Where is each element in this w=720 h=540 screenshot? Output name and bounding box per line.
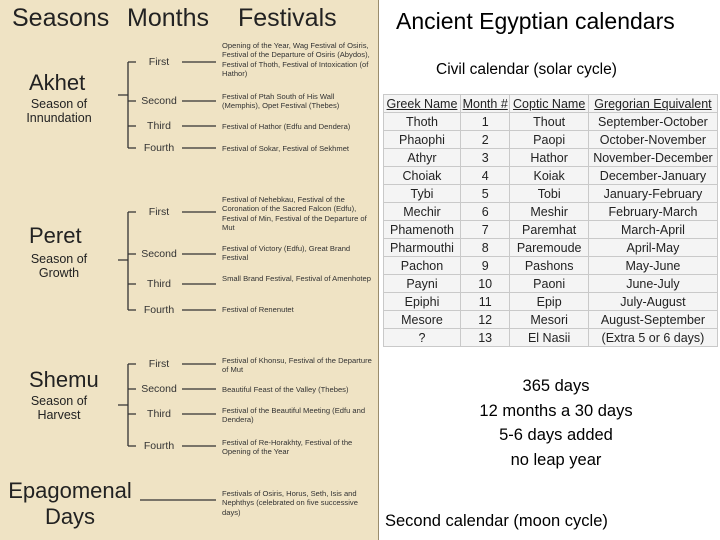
fact-line: 12 months a 30 days (479, 401, 633, 420)
calendar-facts (440, 374, 672, 472)
month-peret-1: First (148, 206, 170, 218)
table-cell: Epip (510, 293, 588, 311)
table-cell: Koiak (510, 167, 588, 185)
table-cell: June-July (588, 275, 717, 293)
table-cell: Paremoude (510, 239, 588, 257)
table-cell: 7 (460, 221, 509, 239)
month-shemu-1: First (148, 358, 170, 370)
col-gregorian-equivalent: Gregorian Equivalent (588, 95, 717, 113)
festival-shemu-3: Festival of the Beautiful Meeting (Edfu and Dendera) (222, 406, 366, 425)
month-peret-4: Fourth (143, 304, 175, 316)
season-sub-peret: Season of Growth (30, 252, 88, 280)
fact-line: no leap year (510, 450, 602, 469)
table-cell: Payni (384, 275, 461, 293)
table-cell: Athyr (384, 149, 461, 167)
festival-peret-3: Small Brand Festival, Festival of Amenhotep (222, 274, 371, 283)
table-cell: 13 (460, 329, 509, 347)
epagomenal-days-label: Epagomenal Days (8, 478, 132, 529)
civil-calendar-subtitle: Civil calendar (solar cycle) (436, 61, 617, 78)
table-cell: 4 (460, 167, 509, 185)
festival-peret-2: Festival of Victory (Edfu), Great Brand Festival (222, 244, 351, 263)
table-cell: 11 (460, 293, 509, 311)
table-cell: (Extra 5 or 6 days) (588, 329, 717, 347)
table-row (384, 239, 718, 257)
table-cell: Paoni (510, 275, 588, 293)
civil-calendar-table (383, 94, 718, 347)
table-cell: January-February (588, 185, 717, 203)
header-festivals: Festivals (238, 4, 337, 32)
table-cell: February-March (588, 203, 717, 221)
col-coptic-name: Coptic Name (510, 95, 588, 113)
table-cell: 6 (460, 203, 509, 221)
table-row (384, 113, 718, 131)
table-cell: Phamenoth (384, 221, 461, 239)
table-cell: May-June (588, 257, 717, 275)
festival-peret-4: Festival of Renenutet (222, 305, 294, 314)
table-body (384, 113, 718, 347)
table-cell: 1 (460, 113, 509, 131)
table-row (384, 221, 718, 239)
festival-akhet-1: Opening of the Year, Wag Festival of Osiris, Festival of the Departure of Osiris (Abydos), Festival of Thoth, Festival of Intoxication (of Hathor) (222, 41, 370, 79)
fact-line: 365 days (522, 377, 590, 395)
festival-peret-1: Festival of Nehebkau, Festival of the Coronation of the Sacred Falcon (Edfu), Festival of Min, Festival of the Departure of Mut (222, 195, 367, 233)
table-cell: 9 (460, 257, 509, 275)
table-cell: Tybi (384, 185, 461, 203)
fact-line: 5-6 days added (499, 426, 613, 444)
festival-akhet-2: Festival of Ptah South of His Wall (Memphis), Opet Festival (Thebes) (222, 92, 340, 111)
festival-shemu-1: Festival of Khonsu, Festival of the Departure of Mut (222, 356, 372, 375)
table-cell: Tobi (510, 185, 588, 203)
season-name-peret: Peret (29, 223, 82, 248)
table-cell: December-January (588, 167, 717, 185)
table-row (384, 185, 718, 203)
table-cell: March-April (588, 221, 717, 239)
table-cell: ? (384, 329, 461, 347)
festival-akhet-3: Festival of Hathor (Edfu and Dendera) (222, 122, 351, 131)
table-cell: Choiak (384, 167, 461, 185)
month-akhet-3: Third (147, 120, 171, 132)
month-akhet-2: Second (141, 95, 177, 107)
header-seasons: Seasons (12, 4, 110, 32)
table-row (384, 167, 718, 185)
month-peret-3: Third (147, 278, 171, 290)
table-cell: Mesore (384, 311, 461, 329)
month-shemu-2: Second (141, 383, 177, 395)
table-cell: Pachon (384, 257, 461, 275)
table-cell: Mechir (384, 203, 461, 221)
month-akhet-4: Fourth (143, 142, 175, 154)
table-cell: Pashons (510, 257, 588, 275)
season-sub-shemu: Season of Harvest (30, 394, 88, 422)
table-row (384, 293, 718, 311)
table-cell: Hathor (510, 149, 588, 167)
table-cell: Meshir (510, 203, 588, 221)
table-cell: Paremhat (510, 221, 588, 239)
table-cell: September-October (588, 113, 717, 131)
second-calendar-label: Second calendar (moon cycle) (385, 512, 608, 530)
festival-akhet-4: Festival of Sokar, Festival of Sekhmet (222, 144, 350, 153)
table-cell: July-August (588, 293, 717, 311)
table-cell: Thout (510, 113, 588, 131)
festival-shemu-4: Festival of Re-Horakhty, Festival of the Opening of the Year (222, 438, 353, 457)
table-cell: 8 (460, 239, 509, 257)
table-row (384, 131, 718, 149)
table-cell: 12 (460, 311, 509, 329)
table-cell: 10 (460, 275, 509, 293)
table-cell: El Nasii (510, 329, 588, 347)
month-shemu-4: Fourth (143, 440, 175, 452)
festival-epagomenal: Festivals of Osiris, Horus, Seth, Isis and Nephthys (celebrated on five successive days) (222, 489, 358, 517)
table-cell: 5 (460, 185, 509, 203)
month-shemu-3: Third (147, 408, 171, 420)
table-header-row (384, 95, 718, 113)
season-name-akhet: Akhet (29, 70, 86, 95)
table-cell: Epiphi (384, 293, 461, 311)
table-cell: October-November (588, 131, 717, 149)
table-row (384, 149, 718, 167)
table-cell: 3 (460, 149, 509, 167)
table-cell: 2 (460, 131, 509, 149)
table-cell: Pharmouthi (384, 239, 461, 257)
table-cell: Mesori (510, 311, 588, 329)
table-cell: Phaophi (384, 131, 461, 149)
table-cell: April-May (588, 239, 717, 257)
page-title: Ancient Egyptian calendars (396, 8, 675, 34)
table-row (384, 203, 718, 221)
table-cell: November-December (588, 149, 717, 167)
col-greek-name: Greek Name (384, 95, 461, 113)
season-name-shemu: Shemu (29, 367, 99, 392)
table-cell: Thoth (384, 113, 461, 131)
table-cell: August-September (588, 311, 717, 329)
month-akhet-1: First (148, 56, 170, 68)
month-peret-2: Second (141, 248, 177, 260)
festival-shemu-2: Beautiful Feast of the Valley (Thebes) (222, 385, 349, 394)
table-row (384, 275, 718, 293)
table-row (384, 257, 718, 275)
table-row (384, 311, 718, 329)
table-row (384, 329, 718, 347)
season-sub-akhet: Season of Innundation (26, 97, 92, 125)
header-months: Months (127, 4, 209, 32)
table-cell: Paopi (510, 131, 588, 149)
col-month-number: Month # (460, 95, 509, 113)
